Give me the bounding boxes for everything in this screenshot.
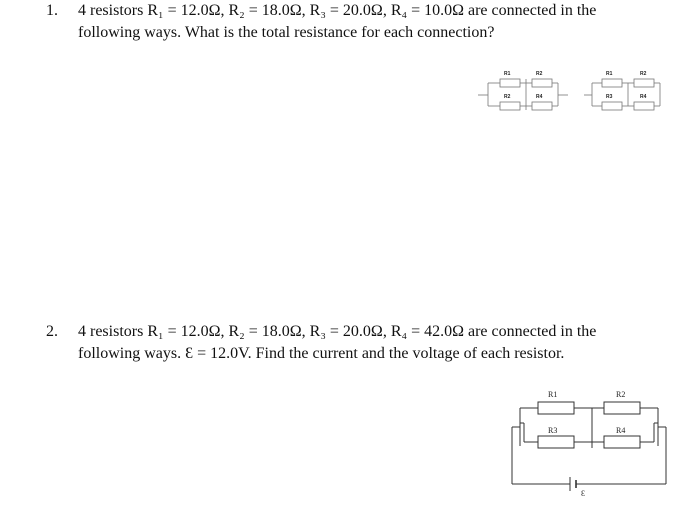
- label-r1: R1: [548, 390, 558, 399]
- label-r4: R4: [536, 94, 543, 100]
- resistor-r2: [500, 102, 520, 110]
- label-r1: R1: [504, 71, 511, 77]
- resistor-r3: [602, 102, 622, 110]
- label-r2: R2: [616, 390, 626, 399]
- label-r2b: R2: [504, 94, 511, 100]
- resistor-r4: [634, 102, 654, 110]
- problem-line-2: following ways. Ɛ = 12.0V. Find the current and the voltage of each resistor.: [78, 345, 565, 362]
- problem-line-1: 4 resistors R₁ = 12.0Ω, R₂ = 18.0Ω, R₃ = 20.0Ω, R₄ = 42.0Ω are connected in the: [78, 323, 597, 340]
- problem-line-2: following ways. What is the total resistance for each connection?: [78, 24, 495, 41]
- label-r4: R4: [640, 94, 647, 100]
- resistor-r3: [532, 79, 552, 87]
- label-r1: R1: [606, 71, 613, 77]
- circuit-diagram-2: [508, 383, 672, 499]
- problem-line-1: 4 resistors R₁ = 12.0Ω, R₂ = 18.0Ω, R₃ = 20.0Ω, R₄ = 10.0Ω are connected in the: [78, 2, 597, 19]
- problem-text: [78, 321, 678, 365]
- label-r4: R4: [616, 426, 626, 435]
- problem-text: [78, 0, 678, 44]
- battery-icon: [570, 477, 576, 491]
- resistor-r1: [538, 402, 574, 414]
- resistor-r3: [538, 436, 574, 448]
- label-emf: Ɛ: [581, 489, 586, 498]
- resistor-r1: [602, 79, 622, 87]
- label-r3: R3: [548, 426, 558, 435]
- problem-number: 2.: [46, 323, 58, 340]
- circuit-diagram-1a: [478, 68, 570, 114]
- resistor-r4: [532, 102, 552, 110]
- resistor-r2: [604, 402, 640, 414]
- problem-number: 1.: [46, 2, 58, 19]
- label-r2: R2: [536, 71, 543, 77]
- circuit-diagram-1b: [584, 68, 668, 114]
- label-r2: R2: [640, 71, 647, 77]
- resistor-r2: [634, 79, 654, 87]
- resistor-r4: [604, 436, 640, 448]
- resistor-r1: [500, 79, 520, 87]
- label-r3: R3: [606, 94, 613, 100]
